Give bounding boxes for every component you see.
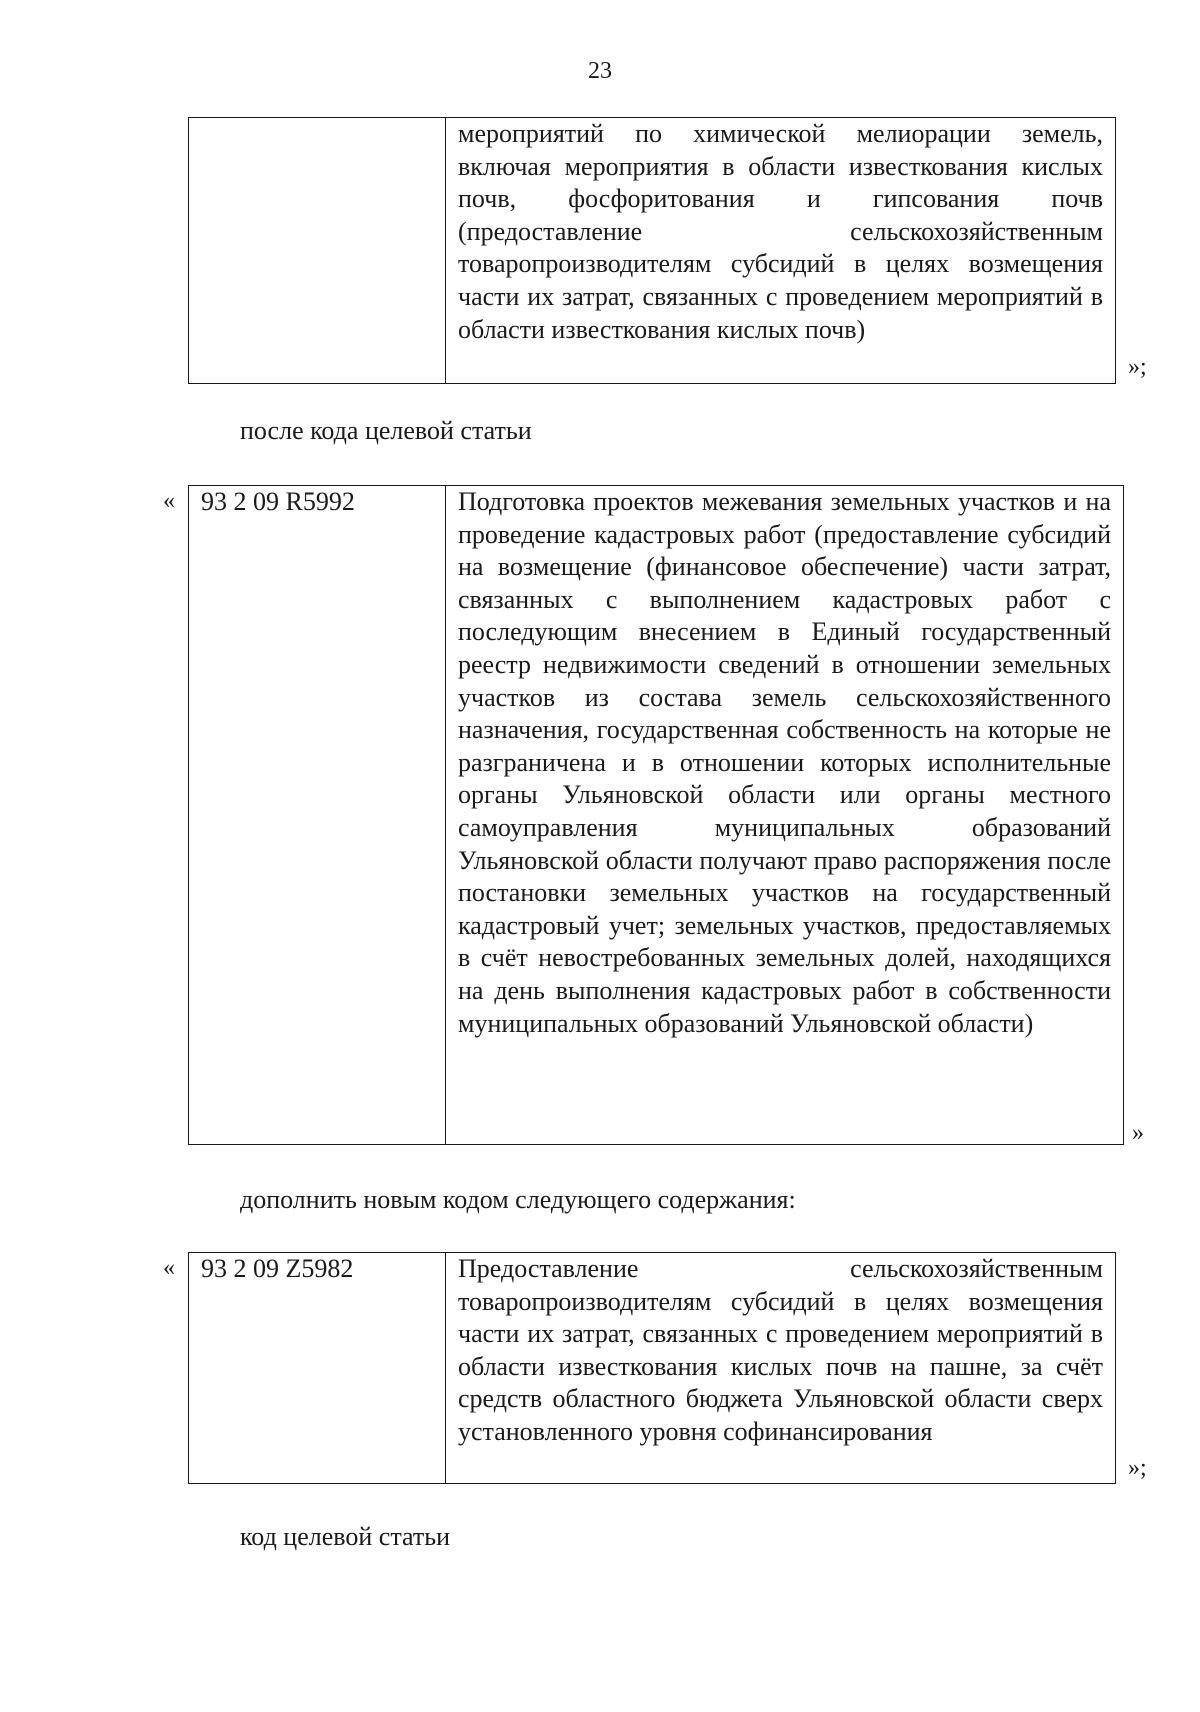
table-row <box>189 118 1116 384</box>
closing-quote: » <box>1132 1120 1144 1146</box>
code-table-z5982 <box>188 1252 1116 1484</box>
closing-quote: »; <box>1128 354 1147 380</box>
paragraph-add-new-code: дополнить новым кодом следующего содержания: <box>240 1185 796 1214</box>
page-number: 23 <box>588 58 612 84</box>
paragraph-after-code: после кода целевой статьи <box>240 416 532 445</box>
code-table-r5992 <box>188 485 1124 1145</box>
code-cell: 93 2 09 Z5982 <box>189 1253 446 1484</box>
table-row <box>189 1253 1116 1484</box>
description-cell: Предоставление сельскохозяйственным товаропроизводителям субсидий в целях возмещения части их затрат, связанных с проведением мероприятий в области известкования кислых почв на пашне, за счёт средств областного бюджета Ульяновской области сверх установленного уровня софинансирования <box>446 1253 1116 1484</box>
code-cell: 93 2 09 R5992 <box>189 486 446 1145</box>
description-cell: Подготовка проектов межевания земельных участков и на проведение кадастровых работ (предоставление субсидий на возмещение (финансовое обеспечение) части затрат, связанных с выполнением кадастровых работ с последующим внесением в Единый государственный реестр недвижимости сведений в отношении земельных участков из состава земель сельскохозяйственного назначения, государственная собственность на которые не разграничена и в отношении которых исполнительные органы Ульяновской области или органы местного самоуправления муниципальных образований Ульяновской области получают право распоряжения после постановки земельных участков на государственный кадастровый учет; земельных участков, предоставляемых в счёт невостребованных земельных долей, находящихся на день выполнения кадастровых работ в собственности муниципальных образований Ульяновской области) <box>446 486 1124 1145</box>
description-cell: мероприятий по химической мелиорации земель, включая мероприятия в области известкования кислых почв, фосфоритования и гипсования почв (предоставление сельскохозяйственным товаропроизводителям субсидий в целях возмещения части их затрат, связанных с проведением мероприятий в области известкования кислых почв) <box>446 118 1116 384</box>
opening-quote: « <box>163 1255 175 1281</box>
paragraph-code-article: код целевой статьи <box>240 1522 450 1551</box>
closing-quote: »; <box>1128 1455 1147 1481</box>
table-row <box>189 486 1124 1145</box>
code-table-continuation <box>188 117 1116 384</box>
code-cell <box>189 118 446 384</box>
opening-quote: « <box>163 488 175 514</box>
